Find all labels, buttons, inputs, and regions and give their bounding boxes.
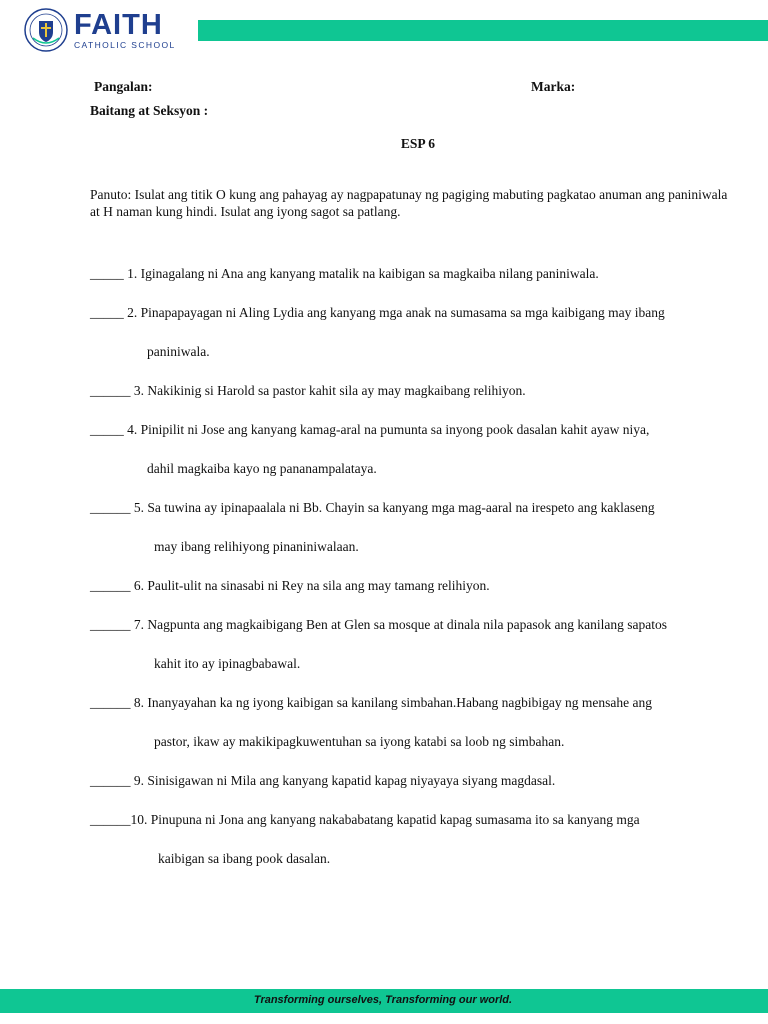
question-2-line-1: _____ 2. Pinapapayagan ni Aling Lydia ang kanyang mga anak na sumasama sa mga kaibigang may ibang [90, 305, 665, 320]
question-3-line-1: ______ 3. Nakikinig si Harold sa pastor kahit sila ay may magkaibang relihiyon. [90, 383, 526, 398]
question-6-line-1: ______ 6. Paulit-ulit na sinasabi ni Rey na sila ang may tamang relihiyon. [90, 578, 490, 593]
page-header [0, 0, 768, 60]
question-9-line-1: ______ 9. Sinisigawan ni Mila ang kanyang kapatid kapag niyayaya siyang magdasal. [90, 773, 556, 788]
question-8-line-1: ______ 8. Inanyayahan ka ng iyong kaibigan sa kanilang simbahan.Habang nagbibigay ng mensahe ang [90, 695, 652, 710]
header-accent-bar [198, 20, 768, 41]
brand-name: FAITH [74, 9, 163, 41]
question-10-line-2: kaibigan sa ibang pook dasalan. [158, 851, 331, 866]
worksheet-title: ESP 6 [400, 136, 436, 151]
question-7-line-1: ______ 7. Nagpunta ang magkaibigang Ben at Glen sa mosque at dinala nila papasok ang kanilang sapatos [90, 617, 667, 632]
question-8-line-2: pastor, ikaw ay makikipagkuwentuhan sa iyong katabi sa loob ng simbahan. [154, 734, 565, 749]
instructions: Panuto: Isulat ang titik O kung ang pahayag ay nagpapatunay ng pagiging mabuting pagkatao anuman ang paniniwala at H naman kung hindi. Isulat ang iyong sagot sa patlang. [90, 187, 728, 219]
question-2-line-2: paniniwala. [147, 344, 210, 359]
question-7-line-2: kahit ito ay ipinagbabawal. [154, 656, 301, 671]
question-5-line-2: may ibang relihiyong pinaniniwalaan. [154, 539, 359, 554]
footer-motto: Transforming ourselves, Transforming our world. [253, 994, 513, 1006]
question-4-line-1: _____ 4. Pinipilit ni Jose ang kanyang kamag-aral na pumunta sa inyong pook dasalan kahit ayaw niya, [90, 422, 650, 437]
brand-subtitle: CATHOLIC SCHOOL [74, 40, 176, 50]
school-logo [24, 8, 176, 52]
question-4-line-2: dahil magkaiba kayo ng pananampalataya. [147, 461, 377, 476]
school-seal-icon [24, 8, 68, 52]
question-10-line-1: ______10. Pinupuna ni Jona ang kanyang nakababatang kapatid kapag sumasama ito sa kanyang mga [90, 812, 640, 827]
question-1-line-1: _____ 1. Iginagalang ni Ana ang kanyang matalik na kaibigan sa magkaiba nilang paniniwala. [90, 266, 599, 281]
score-field-label: Marka: [531, 79, 576, 94]
question-5-line-1: ______ 5. Sa tuwina ay ipinapaalala ni Bb. Chayin sa kanyang mga mag-aaral na irespeto ang kaklaseng [90, 500, 655, 515]
name-field-label: Pangalan: [94, 79, 153, 94]
grade-section-label: Baitang at Seksyon : [90, 103, 209, 118]
